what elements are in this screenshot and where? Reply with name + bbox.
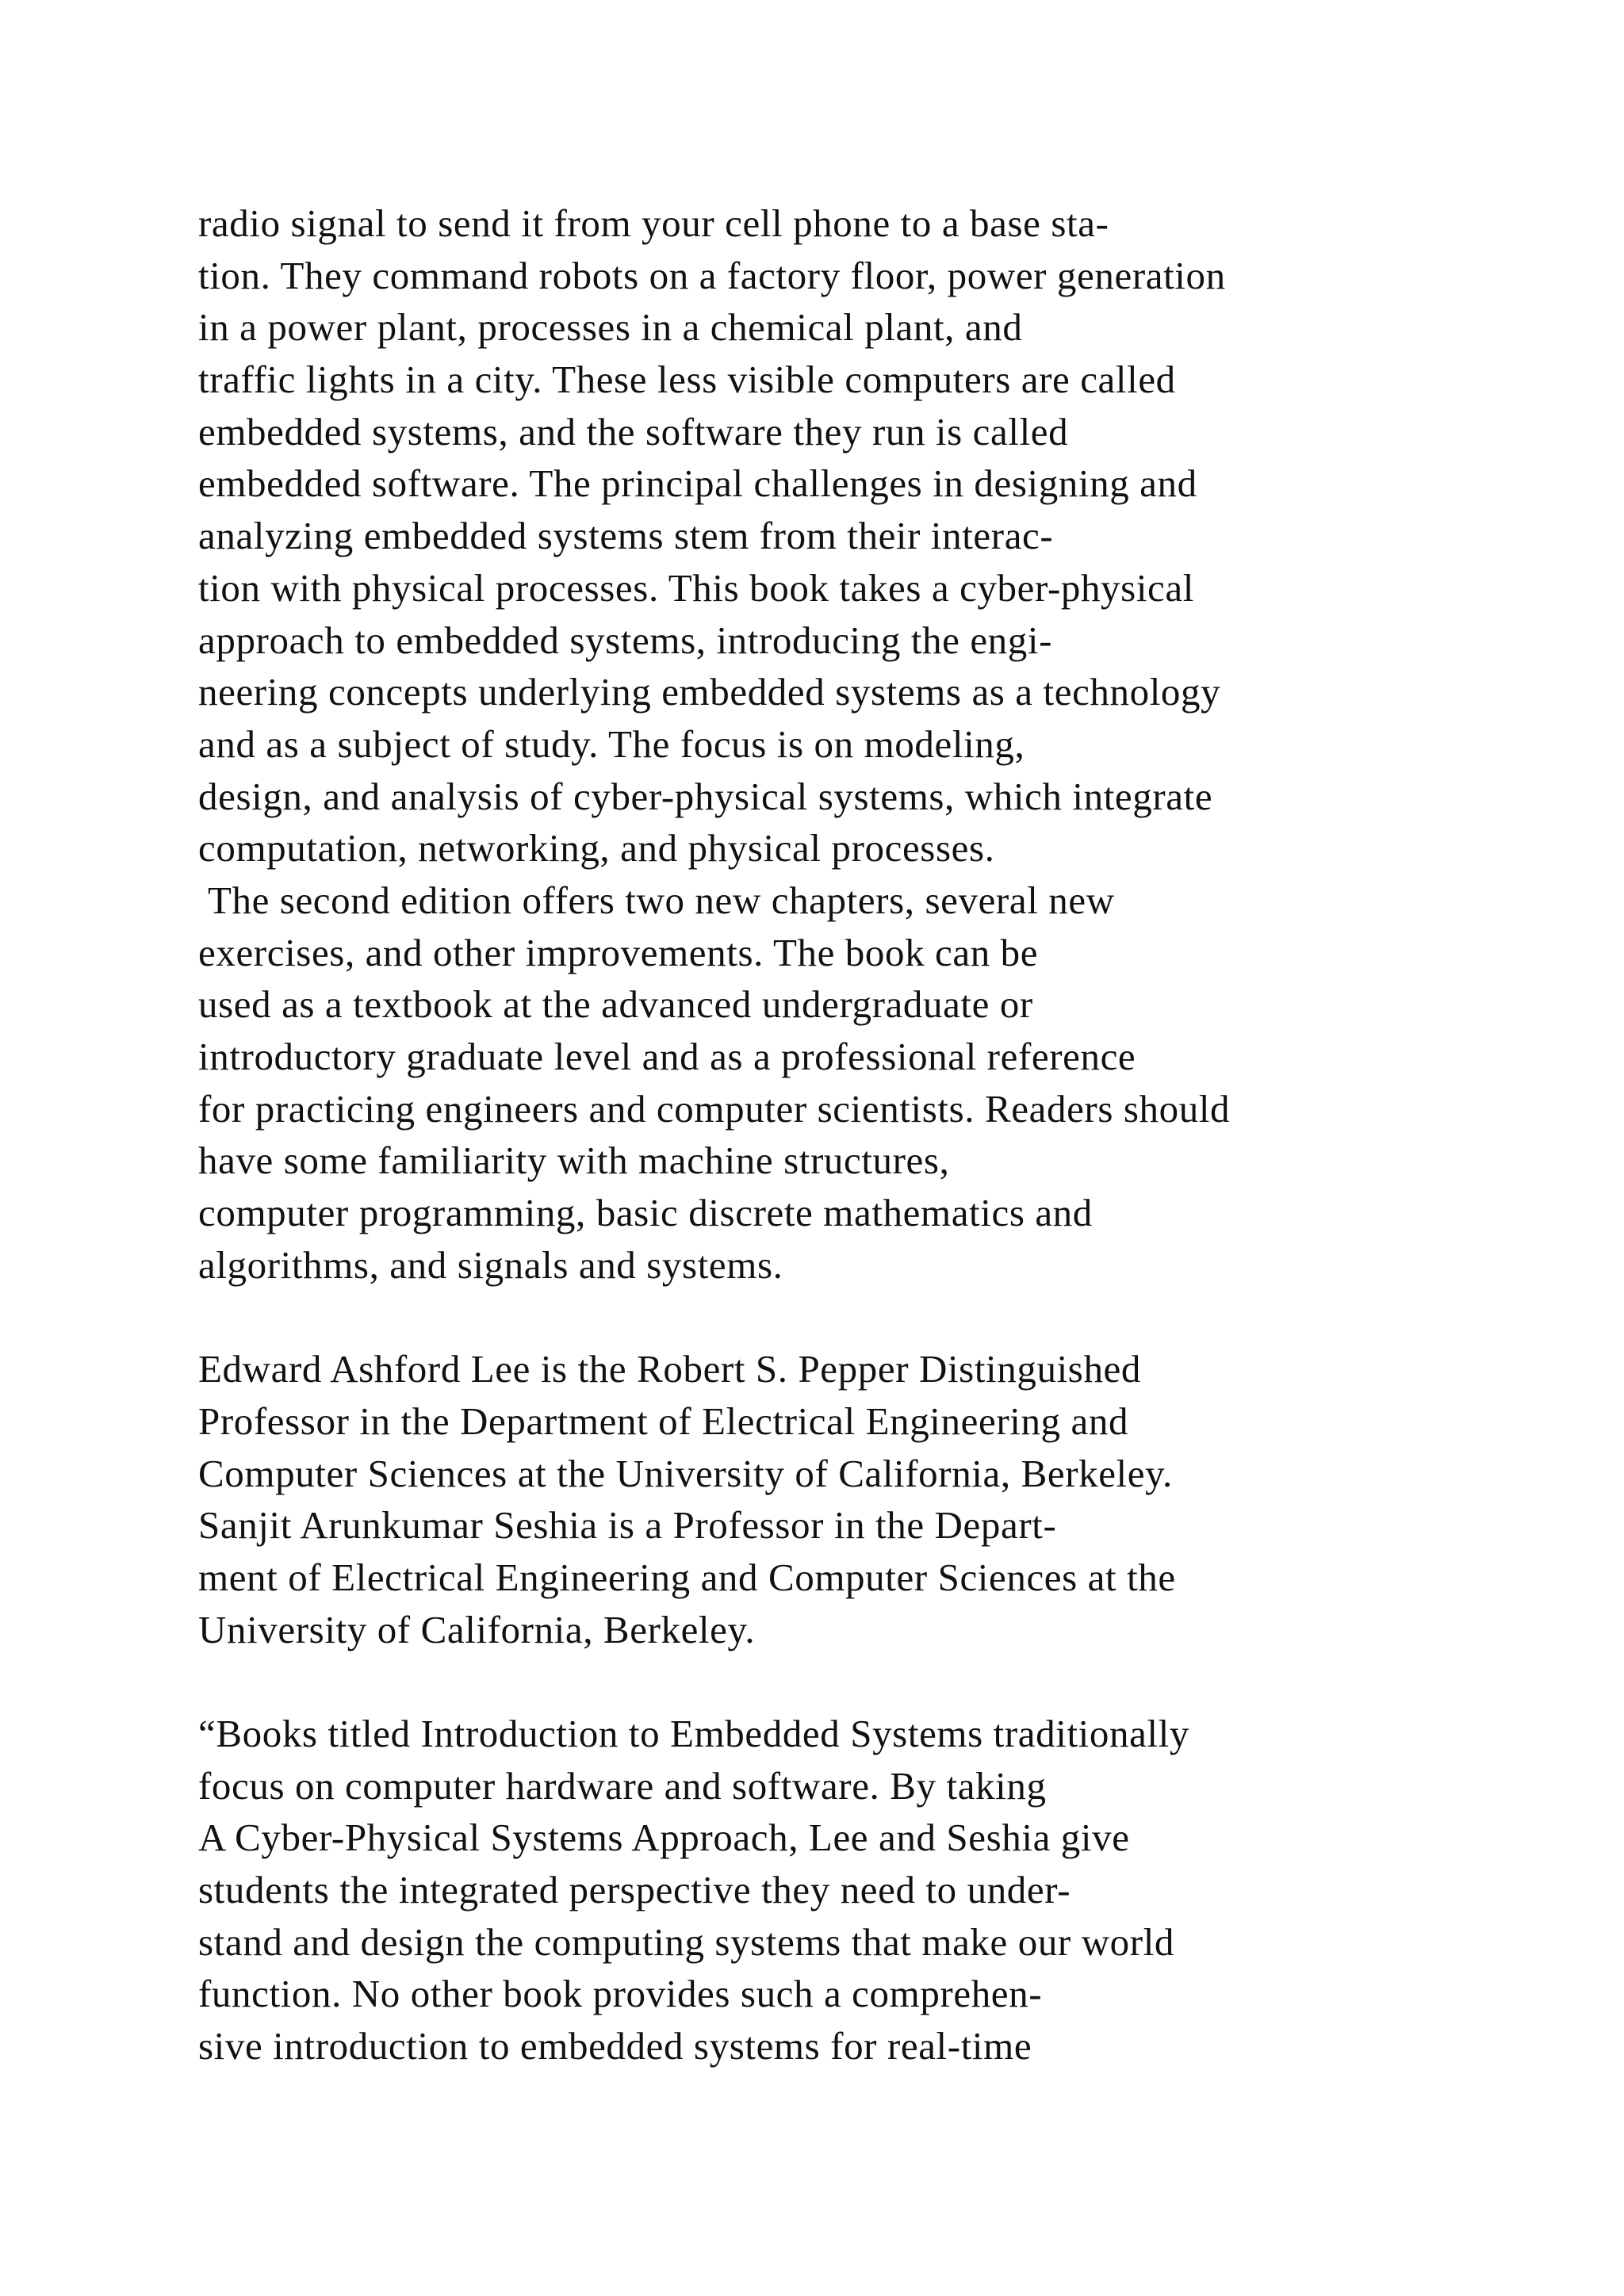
document-body (198, 197, 1515, 2072)
text-line: tion with physical processes. This book takes a cyber-physical (198, 565, 1194, 610)
text-line: introductory graduate level and as a professional reference (198, 1035, 1136, 1078)
text-line: University of California, Berkeley. (198, 1607, 756, 1651)
text-line: and as a subject of study. The focus is on modeling, (198, 721, 1025, 766)
text-line: tion. They command robots on a factory floor, power generation (198, 253, 1226, 297)
paragraph-author-bios (198, 1343, 1515, 1655)
text-line: The second edition offers two new chapters, several new (198, 878, 1115, 922)
text-line: stand and design the computing systems that make our world (198, 1919, 1175, 1964)
text-line: ment of Electrical Engineering and Computer Sciences at the (198, 1555, 1176, 1599)
text-line: design, and analysis of cyber-physical systems, which integrate (198, 774, 1213, 818)
text-line: focus on computer hardware and software. By taking (198, 1763, 1047, 1808)
text-line: embedded software. The principal challenges in designing and (198, 461, 1197, 506)
text-line: students the integrated perspective they need to under- (198, 1868, 1071, 1911)
text-line: have some familiarity with machine structures, (198, 1138, 950, 1183)
text-line: traffic lights in a city. These less visible computers are called (198, 358, 1176, 402)
text-line: analyzing embedded systems stem from their interac- (198, 514, 1054, 558)
text-line: radio signal to send it from your cell phone to a base sta- (198, 201, 1109, 245)
text-line: Sanjit Arunkumar Seshia is a Professor in the Depart- (198, 1503, 1057, 1548)
text-line: Edward Ashford Lee is the Robert S. Pepper Distinguished (198, 1347, 1141, 1391)
text-line: Computer Sciences at the University of California, Berkeley. (198, 1451, 1173, 1495)
text-line: sive introduction to embedded systems for real-time (198, 2024, 1032, 2068)
text-line: embedded systems, and the software they run is called (198, 409, 1069, 453)
paragraph-spacer (198, 1655, 1515, 1708)
text-line: for practicing engineers and computer scientists. Readers should (198, 1086, 1231, 1131)
text-line: neering concepts underlying embedded systems as a technology (198, 670, 1221, 714)
text-line: algorithms, and signals and systems. (198, 1242, 783, 1287)
paragraph-spacer (198, 1291, 1515, 1343)
text-line: computation, networking, and physical processes. (198, 826, 995, 871)
text-line: in a power plant, processes in a chemical plant, and (198, 305, 1023, 350)
text-line: approach to embedded systems, introducing the engi- (198, 618, 1053, 662)
text-line: A Cyber-Physical Systems Approach, Lee and Seshia give (198, 1816, 1130, 1860)
text-line: used as a textbook at the advanced undergraduate or (198, 982, 1033, 1027)
text-line: Professor in the Department of Electrical Engineering and (198, 1399, 1129, 1443)
text-line: exercises, and other improvements. The book can be (198, 930, 1039, 974)
text-line: function. No other book provides such a comprehen- (198, 1972, 1043, 2016)
text-line: computer programming, basic discrete mathematics and (198, 1191, 1093, 1235)
paragraph-book-description (198, 197, 1515, 1291)
text-line: “Books titled Introduction to Embedded Systems traditionally (198, 1711, 1189, 1755)
paragraph-endorsement-quote (198, 1708, 1515, 2072)
